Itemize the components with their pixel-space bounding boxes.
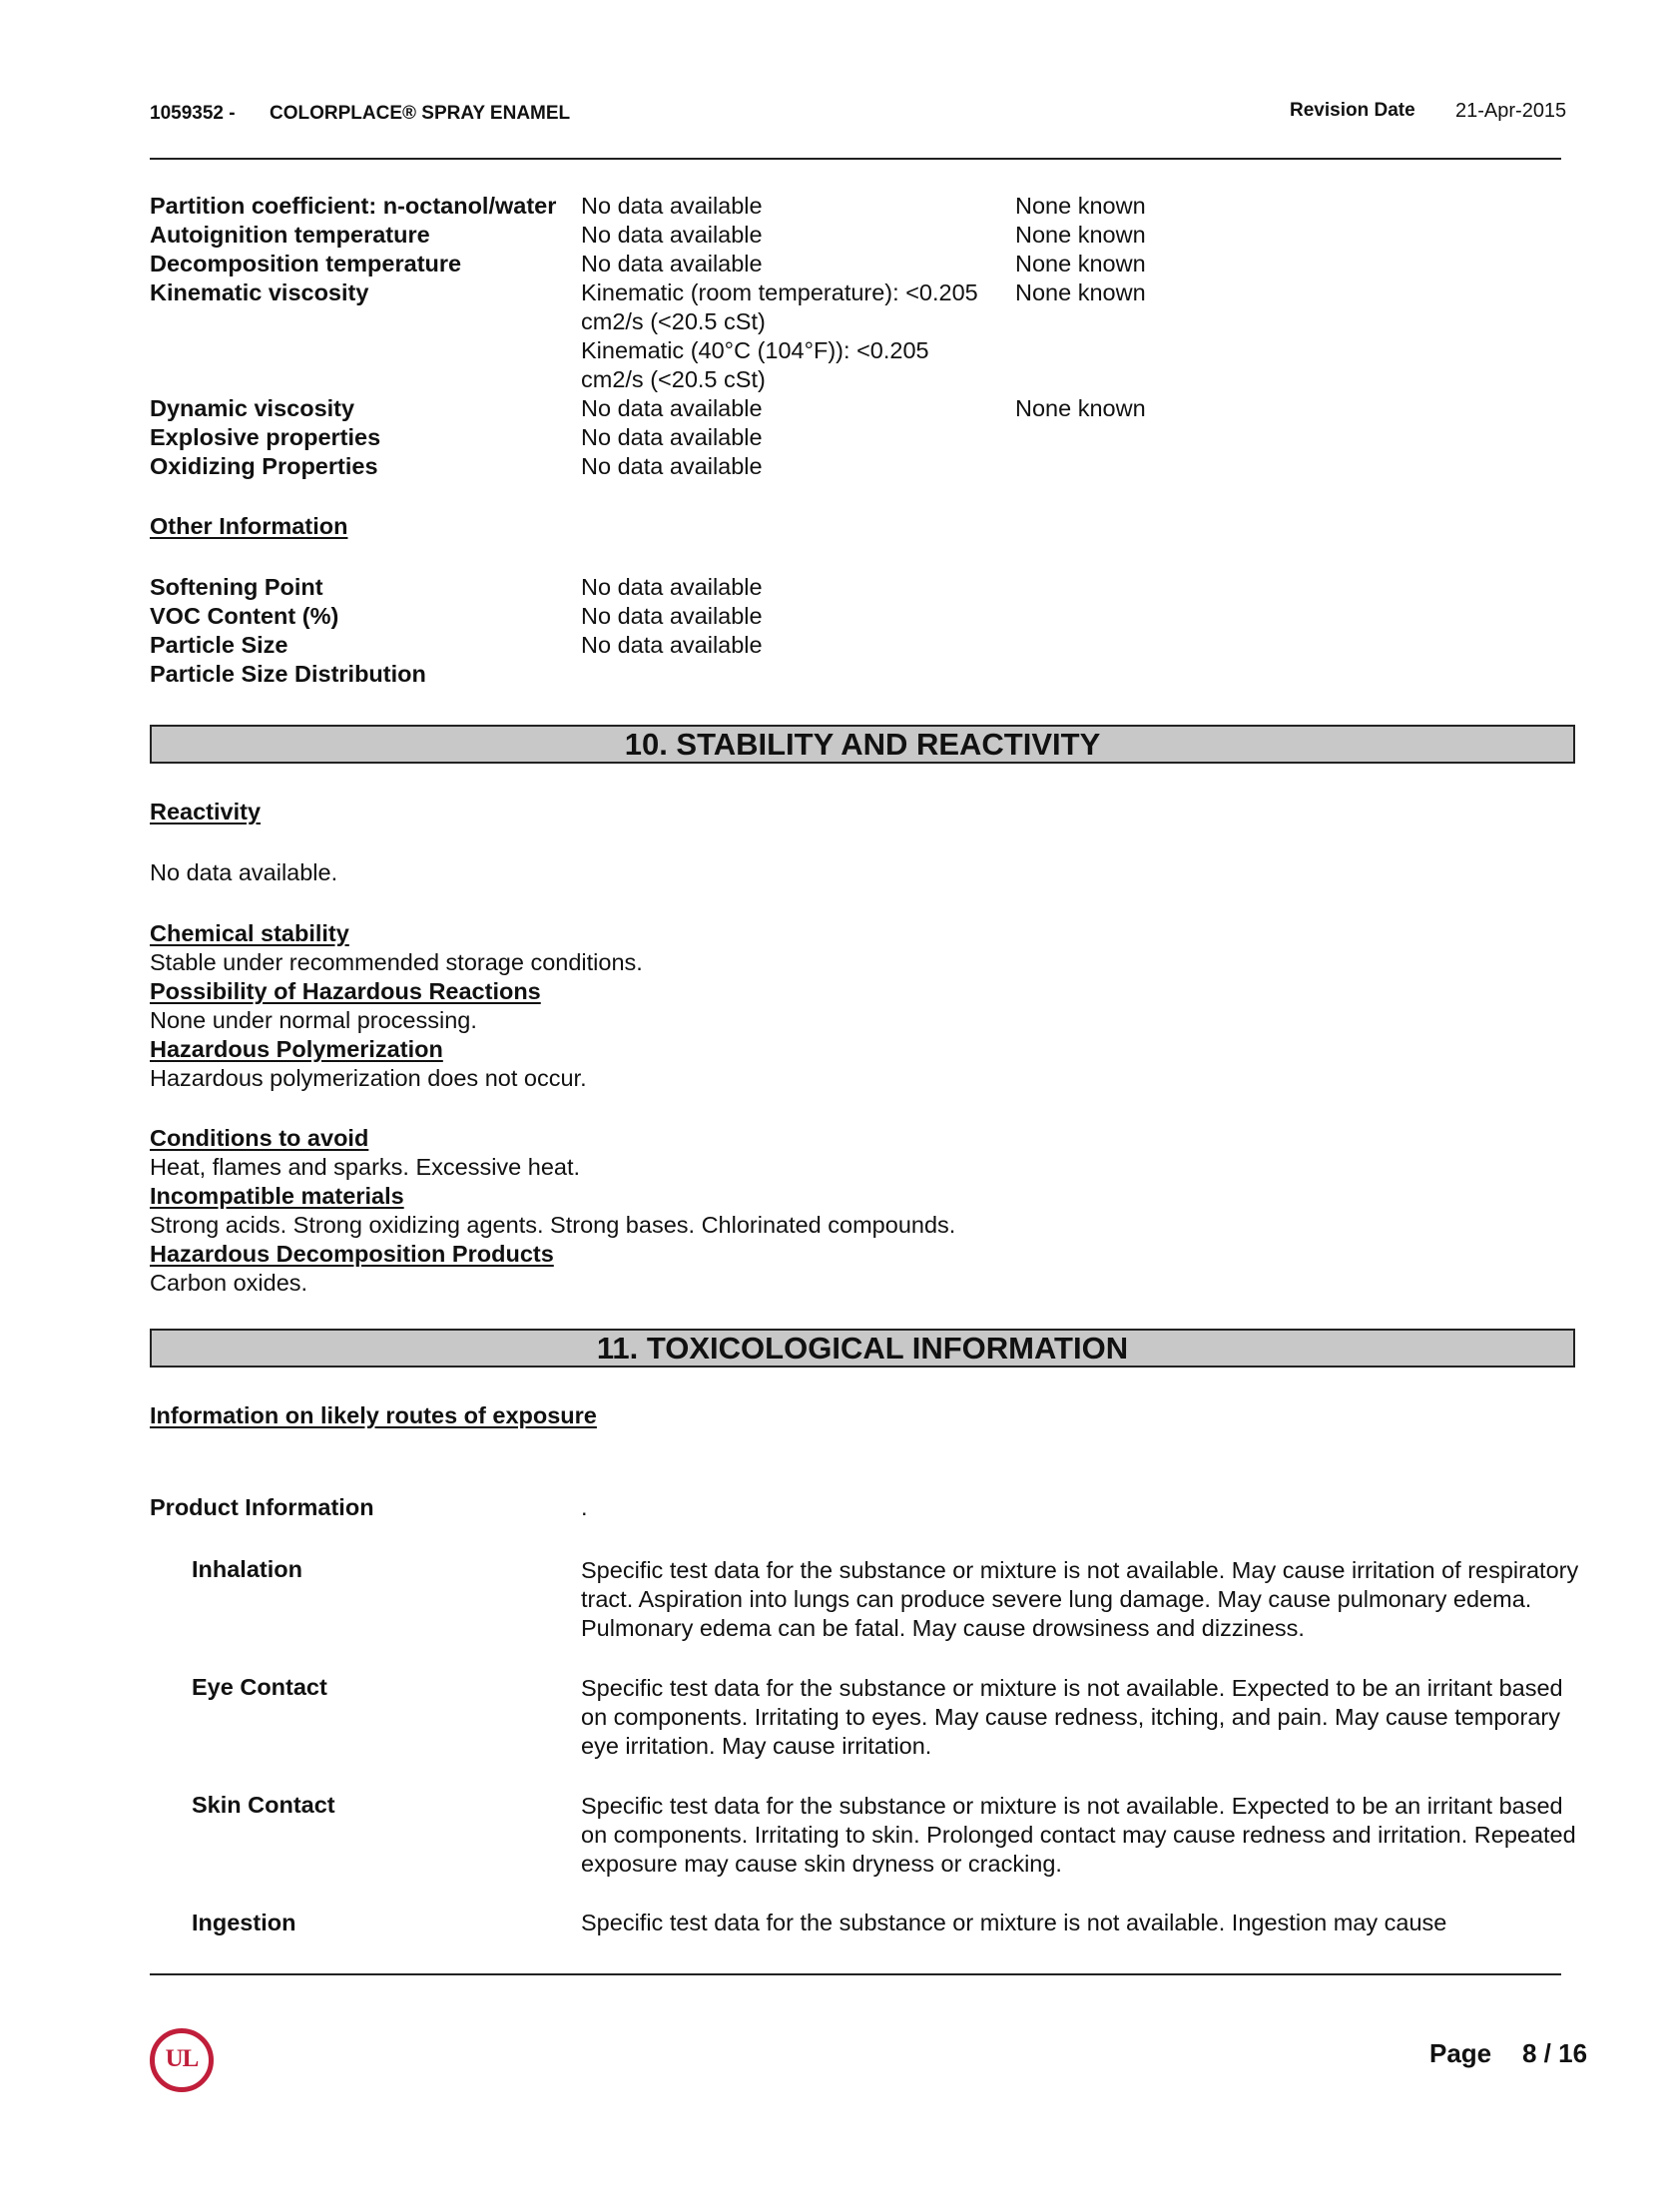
property-value: No data available [581,251,763,276]
property-remark: None known [1015,279,1146,305]
polymerization-text: Hazardous polymerization does not occur. [150,1065,587,1091]
property-label: Partition coefficient: n-octanol/water [150,193,557,219]
eye-contact-label: Eye Contact [192,1674,327,1700]
property-remark: None known [1015,395,1146,421]
property-remark: None known [1015,251,1146,276]
property-label: Oxidizing Properties [150,453,378,479]
hazardous-reactions-heading: Possibility of Hazardous Reactions [150,978,541,1004]
incompatible-heading: Incompatible materials [150,1183,404,1209]
property-value: cm2/s (<20.5 cSt) [581,366,766,392]
property-label: Dynamic viscosity [150,395,355,421]
section-10-banner: 10. STABILITY AND REACTIVITY [150,725,1575,764]
reactivity-heading: Reactivity [150,799,262,824]
skin-contact-label: Skin Contact [192,1792,335,1818]
property-value: Kinematic (room temperature): <0.205 [581,279,978,305]
property-label: Autoignition temperature [150,222,430,248]
header-divider [150,158,1561,160]
skin-contact-text: Specific test data for the substance or mixture is not available. Expected to be an irritant based on components. Irritating to skin. Prolonged contact may cause redness and irritation. Repeated exposure may cause skin dryness or cracking. [581,1793,1576,1877]
other-info-value: No data available [581,603,763,629]
product-info-value: . [581,1494,588,1520]
other-info-label: VOC Content (%) [150,603,339,629]
revision-date-label: Revision Date [1290,100,1415,121]
chemical-stability-heading: Chemical stability [150,920,349,946]
eye-contact-text: Specific test data for the substance or mixture is not available. Expected to be an irritant based on components. Irritating to eyes. May cause redness, itching, and pain. May cause temporary eye irritation. May cause irritation. [581,1675,1563,1759]
property-remark: None known [1015,193,1146,219]
ul-logo: UL [150,2028,214,2092]
ingestion-text: Specific test data for the substance or mixture is not available. Ingestion may cause [581,1910,1447,1935]
inhalation-label: Inhalation [192,1556,302,1582]
revision-date: 21-Apr-2015 [1455,100,1567,122]
decomposition-text: Carbon oxides. [150,1270,308,1296]
product-code: 1059352 - [150,103,236,124]
property-value: No data available [581,193,763,219]
section-11-banner: 11. TOXICOLOGICAL INFORMATION [150,1329,1575,1368]
other-info-value: No data available [581,632,763,658]
routes-heading: Information on likely routes of exposure [150,1402,597,1428]
page-number: 8 / 16 [1522,2038,1588,2068]
property-label: Kinematic viscosity [150,279,369,305]
product-name: COLORPLACE® SPRAY ENAMEL [270,103,571,124]
ingestion-label: Ingestion [192,1910,296,1935]
property-remark: None known [1015,222,1146,248]
property-value: Kinematic (40°C (104°F)): <0.205 [581,337,929,363]
property-value: No data available [581,424,763,450]
polymerization-heading: Hazardous Polymerization [150,1036,443,1062]
chemical-stability-text: Stable under recommended storage conditions. [150,949,643,975]
footer-divider [150,1973,1561,1975]
property-value: No data available [581,222,763,248]
page-label: Page [1429,2038,1492,2068]
property-label: Explosive properties [150,424,381,450]
conditions-heading: Conditions to avoid [150,1125,369,1151]
property-value: No data available [581,453,763,479]
other-info-label: Particle Size [150,632,288,658]
decomposition-heading: Hazardous Decomposition Products [150,1241,554,1267]
other-info-label: Particle Size Distribution [150,661,426,687]
other-info-value: No data available [581,574,763,600]
product-info-label: Product Information [150,1494,374,1520]
reactivity-text: No data available. [150,859,338,885]
hazardous-reactions-text: None under normal processing. [150,1007,477,1033]
property-value: No data available [581,395,763,421]
inhalation-text: Specific test data for the substance or mixture is not available. May cause irritation of respiratory tract. Aspiration into lungs can produce severe lung damage. May cause pulmonary edema. Pulmonary edema can be fatal. May cause drowsiness and dizziness. [581,1557,1579,1641]
conditions-text: Heat, flames and sparks. Excessive heat. [150,1154,581,1180]
other-info-label: Softening Point [150,574,323,600]
incompatible-text: Strong acids. Strong oxidizing agents. Strong bases. Chlorinated compounds. [150,1212,956,1238]
property-value: cm2/s (<20.5 cSt) [581,308,766,334]
property-label: Decomposition temperature [150,251,462,276]
other-information-heading: Other Information [150,513,348,539]
